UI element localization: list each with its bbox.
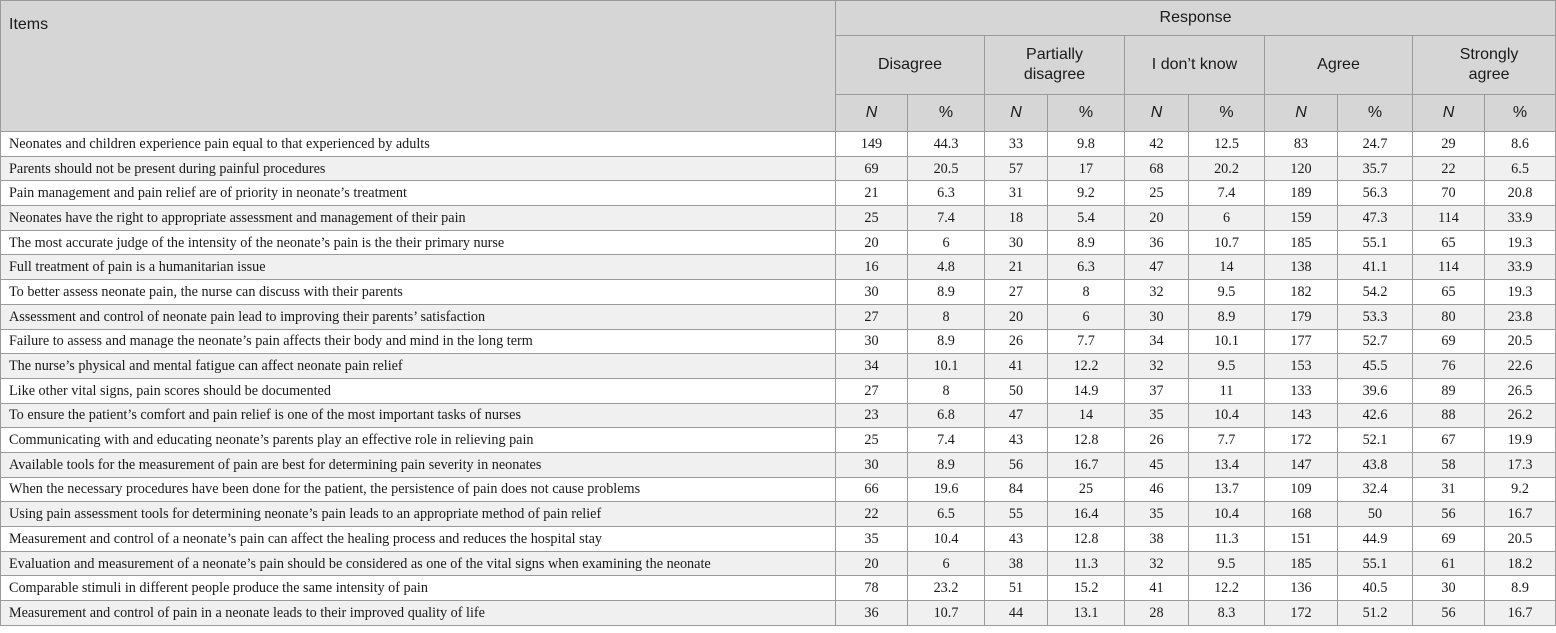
- percent-cell: 10.7: [908, 601, 985, 626]
- count-cell: 20: [836, 551, 908, 576]
- percent-cell: 25: [1048, 477, 1125, 502]
- count-cell: 41: [1125, 576, 1189, 601]
- percent-cell: 8.9: [908, 329, 985, 354]
- count-cell: 143: [1265, 403, 1338, 428]
- count-cell: 65: [1413, 230, 1485, 255]
- percent-cell: 8: [1048, 280, 1125, 305]
- n-header: N: [1413, 95, 1485, 132]
- count-cell: 25: [836, 428, 908, 453]
- percent-cell: 20.5: [1485, 527, 1556, 552]
- group-header-disagree: Disagree: [836, 36, 985, 95]
- count-cell: 68: [1125, 156, 1189, 181]
- count-cell: 149: [836, 132, 908, 157]
- count-cell: 51: [985, 576, 1048, 601]
- count-cell: 32: [1125, 280, 1189, 305]
- percent-cell: 6: [1189, 206, 1265, 231]
- percent-cell: 52.1: [1338, 428, 1413, 453]
- count-cell: 34: [836, 354, 908, 379]
- table-row: [1, 502, 1556, 527]
- count-cell: 61: [1413, 551, 1485, 576]
- count-cell: 47: [1125, 255, 1189, 280]
- percent-cell: 33.9: [1485, 255, 1556, 280]
- percent-cell: 17.3: [1485, 452, 1556, 477]
- table-row: [1, 329, 1556, 354]
- count-cell: 33: [985, 132, 1048, 157]
- item-cell: Full treatment of pain is a humanitarian issue: [1, 255, 836, 280]
- percent-cell: 16.4: [1048, 502, 1125, 527]
- table-body: [1, 132, 1556, 626]
- percent-cell: 4.8: [908, 255, 985, 280]
- percent-cell: 5.4: [1048, 206, 1125, 231]
- item-cell: Failure to assess and manage the neonate’s pain affects their body and mind in the long term: [1, 329, 836, 354]
- count-cell: 182: [1265, 280, 1338, 305]
- percent-cell: 20.2: [1189, 156, 1265, 181]
- count-cell: 35: [1125, 403, 1189, 428]
- percent-cell: 9.5: [1189, 551, 1265, 576]
- percent-cell: 6.5: [1485, 156, 1556, 181]
- percent-cell: 45.5: [1338, 354, 1413, 379]
- percent-cell: 16.7: [1485, 502, 1556, 527]
- percent-cell: 9.5: [1189, 280, 1265, 305]
- count-cell: 69: [836, 156, 908, 181]
- count-cell: 28: [1125, 601, 1189, 626]
- percent-cell: 19.9: [1485, 428, 1556, 453]
- percent-cell: 22.6: [1485, 354, 1556, 379]
- item-cell: Neonates have the right to appropriate assessment and management of their pain: [1, 206, 836, 231]
- count-cell: 21: [836, 181, 908, 206]
- item-cell: Pain management and pain relief are of priority in neonate’s treatment: [1, 181, 836, 206]
- percent-cell: 11.3: [1189, 527, 1265, 552]
- count-cell: 30: [836, 280, 908, 305]
- count-cell: 57: [985, 156, 1048, 181]
- table-row: [1, 230, 1556, 255]
- pct-header: %: [908, 95, 985, 132]
- percent-cell: 7.7: [1189, 428, 1265, 453]
- count-cell: 65: [1413, 280, 1485, 305]
- percent-cell: 8: [908, 378, 985, 403]
- item-cell: When the necessary procedures have been done for the patient, the persistence of pain does not cause problems: [1, 477, 836, 502]
- count-cell: 20: [836, 230, 908, 255]
- count-cell: 114: [1413, 206, 1485, 231]
- item-cell: Communicating with and educating neonate’s parents play an effective role in relieving pain: [1, 428, 836, 453]
- table-row: [1, 378, 1556, 403]
- item-cell: Assessment and control of neonate pain lead to improving their parents’ satisfaction: [1, 304, 836, 329]
- count-cell: 34: [1125, 329, 1189, 354]
- count-cell: 20: [1125, 206, 1189, 231]
- n-header: N: [985, 95, 1048, 132]
- percent-cell: 11: [1189, 378, 1265, 403]
- count-cell: 26: [1125, 428, 1189, 453]
- percent-cell: 14.9: [1048, 378, 1125, 403]
- items-header: Items: [1, 1, 836, 132]
- table-row: [1, 428, 1556, 453]
- percent-cell: 20.8: [1485, 181, 1556, 206]
- percent-cell: 6.3: [1048, 255, 1125, 280]
- table-row: [1, 304, 1556, 329]
- table-row: [1, 206, 1556, 231]
- percent-cell: 7.4: [1189, 181, 1265, 206]
- percent-cell: 8.9: [908, 280, 985, 305]
- table-row: [1, 551, 1556, 576]
- table-row: [1, 132, 1556, 157]
- percent-cell: 9.2: [1485, 477, 1556, 502]
- count-cell: 151: [1265, 527, 1338, 552]
- count-cell: 29: [1413, 132, 1485, 157]
- pct-header: %: [1485, 95, 1556, 132]
- percent-cell: 7.4: [908, 428, 985, 453]
- n-header: N: [836, 95, 908, 132]
- percent-cell: 42.6: [1338, 403, 1413, 428]
- count-cell: 55: [985, 502, 1048, 527]
- count-cell: 31: [985, 181, 1048, 206]
- table-row: [1, 354, 1556, 379]
- count-cell: 70: [1413, 181, 1485, 206]
- count-cell: 56: [985, 452, 1048, 477]
- count-cell: 47: [985, 403, 1048, 428]
- percent-cell: 6.8: [908, 403, 985, 428]
- percent-cell: 13.7: [1189, 477, 1265, 502]
- n-header: N: [1265, 95, 1338, 132]
- count-cell: 43: [985, 428, 1048, 453]
- percent-cell: 19.6: [908, 477, 985, 502]
- item-cell: The most accurate judge of the intensity of the neonate’s pain is the their primary nurse: [1, 230, 836, 255]
- percent-cell: 6.5: [908, 502, 985, 527]
- item-cell: Measurement and control of pain in a neonate leads to their improved quality of life: [1, 601, 836, 626]
- count-cell: 189: [1265, 181, 1338, 206]
- count-cell: 30: [1413, 576, 1485, 601]
- count-cell: 89: [1413, 378, 1485, 403]
- count-cell: 50: [985, 378, 1048, 403]
- count-cell: 30: [1125, 304, 1189, 329]
- percent-cell: 24.7: [1338, 132, 1413, 157]
- count-cell: 66: [836, 477, 908, 502]
- percent-cell: 12.5: [1189, 132, 1265, 157]
- count-cell: 27: [836, 304, 908, 329]
- item-cell: Available tools for the measurement of pain are best for determining pain severity in neonates: [1, 452, 836, 477]
- count-cell: 42: [1125, 132, 1189, 157]
- table-row: [1, 527, 1556, 552]
- count-cell: 27: [836, 378, 908, 403]
- percent-cell: 10.7: [1189, 230, 1265, 255]
- pct-header: %: [1048, 95, 1125, 132]
- percent-cell: 55.1: [1338, 551, 1413, 576]
- item-cell: Measurement and control of a neonate’s pain can affect the healing process and reduces the hospital stay: [1, 527, 836, 552]
- count-cell: 153: [1265, 354, 1338, 379]
- pct-header: %: [1338, 95, 1413, 132]
- table-row: [1, 452, 1556, 477]
- percent-cell: 43.8: [1338, 452, 1413, 477]
- percent-cell: 23.8: [1485, 304, 1556, 329]
- count-cell: 45: [1125, 452, 1189, 477]
- percent-cell: 13.1: [1048, 601, 1125, 626]
- table-row: [1, 181, 1556, 206]
- percent-cell: 51.2: [1338, 601, 1413, 626]
- count-cell: 109: [1265, 477, 1338, 502]
- count-cell: 43: [985, 527, 1048, 552]
- percent-cell: 50: [1338, 502, 1413, 527]
- count-cell: 56: [1413, 502, 1485, 527]
- percent-cell: 44.3: [908, 132, 985, 157]
- count-cell: 56: [1413, 601, 1485, 626]
- percent-cell: 53.3: [1338, 304, 1413, 329]
- count-cell: 38: [985, 551, 1048, 576]
- percent-cell: 8.9: [908, 452, 985, 477]
- count-cell: 31: [1413, 477, 1485, 502]
- percent-cell: 35.7: [1338, 156, 1413, 181]
- count-cell: 76: [1413, 354, 1485, 379]
- item-cell: Evaluation and measurement of a neonate’s pain should be considered as one of the vital signs when examining the neonate: [1, 551, 836, 576]
- percent-cell: 26.2: [1485, 403, 1556, 428]
- count-cell: 30: [985, 230, 1048, 255]
- table-row: [1, 255, 1556, 280]
- percent-cell: 8.6: [1485, 132, 1556, 157]
- percent-cell: 16.7: [1048, 452, 1125, 477]
- count-cell: 138: [1265, 255, 1338, 280]
- percent-cell: 9.5: [1189, 354, 1265, 379]
- count-cell: 21: [985, 255, 1048, 280]
- count-cell: 69: [1413, 527, 1485, 552]
- count-cell: 133: [1265, 378, 1338, 403]
- percent-cell: 8.9: [1048, 230, 1125, 255]
- group-header-agree: Agree: [1265, 36, 1413, 95]
- item-cell: Neonates and children experience pain equal to that experienced by adults: [1, 132, 836, 157]
- percent-cell: 32.4: [1338, 477, 1413, 502]
- count-cell: 32: [1125, 354, 1189, 379]
- table-row: [1, 403, 1556, 428]
- count-cell: 16: [836, 255, 908, 280]
- count-cell: 69: [1413, 329, 1485, 354]
- count-cell: 20: [985, 304, 1048, 329]
- percent-cell: 52.7: [1338, 329, 1413, 354]
- table-row: [1, 601, 1556, 626]
- item-cell: To better assess neonate pain, the nurse can discuss with their parents: [1, 280, 836, 305]
- table-header: [1, 1, 1556, 132]
- count-cell: 18: [985, 206, 1048, 231]
- table-row: [1, 156, 1556, 181]
- percent-cell: 54.2: [1338, 280, 1413, 305]
- percent-cell: 18.2: [1485, 551, 1556, 576]
- item-cell: To ensure the patient’s comfort and pain relief is one of the most important tasks of nurses: [1, 403, 836, 428]
- count-cell: 35: [1125, 502, 1189, 527]
- percent-cell: 33.9: [1485, 206, 1556, 231]
- percent-cell: 12.8: [1048, 527, 1125, 552]
- count-cell: 41: [985, 354, 1048, 379]
- item-cell: Like other vital signs, pain scores should be documented: [1, 378, 836, 403]
- count-cell: 83: [1265, 132, 1338, 157]
- count-cell: 185: [1265, 551, 1338, 576]
- percent-cell: 10.4: [1189, 403, 1265, 428]
- percent-cell: 12.8: [1048, 428, 1125, 453]
- response-header: Response: [836, 1, 1556, 36]
- percent-cell: 8: [908, 304, 985, 329]
- percent-cell: 10.1: [1189, 329, 1265, 354]
- count-cell: 120: [1265, 156, 1338, 181]
- table-row: [1, 280, 1556, 305]
- count-cell: 172: [1265, 601, 1338, 626]
- count-cell: 44: [985, 601, 1048, 626]
- count-cell: 23: [836, 403, 908, 428]
- item-cell: The nurse’s physical and mental fatigue can affect neonate pain relief: [1, 354, 836, 379]
- count-cell: 177: [1265, 329, 1338, 354]
- group-header-partially-disagree: Partially disagree: [985, 36, 1125, 95]
- percent-cell: 6.3: [908, 181, 985, 206]
- percent-cell: 11.3: [1048, 551, 1125, 576]
- percent-cell: 44.9: [1338, 527, 1413, 552]
- count-cell: 147: [1265, 452, 1338, 477]
- percent-cell: 6: [908, 230, 985, 255]
- group-header-dont-know: I don’t know: [1125, 36, 1265, 95]
- percent-cell: 12.2: [1189, 576, 1265, 601]
- count-cell: 172: [1265, 428, 1338, 453]
- pct-header: %: [1189, 95, 1265, 132]
- count-cell: 136: [1265, 576, 1338, 601]
- count-cell: 27: [985, 280, 1048, 305]
- percent-cell: 14: [1048, 403, 1125, 428]
- count-cell: 25: [1125, 181, 1189, 206]
- percent-cell: 6: [908, 551, 985, 576]
- count-cell: 84: [985, 477, 1048, 502]
- count-cell: 38: [1125, 527, 1189, 552]
- count-cell: 185: [1265, 230, 1338, 255]
- percent-cell: 9.2: [1048, 181, 1125, 206]
- count-cell: 58: [1413, 452, 1485, 477]
- percent-cell: 10.4: [1189, 502, 1265, 527]
- percent-cell: 17: [1048, 156, 1125, 181]
- count-cell: 30: [836, 329, 908, 354]
- percent-cell: 26.5: [1485, 378, 1556, 403]
- percent-cell: 7.4: [908, 206, 985, 231]
- percent-cell: 14: [1189, 255, 1265, 280]
- percent-cell: 47.3: [1338, 206, 1413, 231]
- count-cell: 88: [1413, 403, 1485, 428]
- count-cell: 36: [1125, 230, 1189, 255]
- percent-cell: 56.3: [1338, 181, 1413, 206]
- percent-cell: 41.1: [1338, 255, 1413, 280]
- count-cell: 26: [985, 329, 1048, 354]
- percent-cell: 15.2: [1048, 576, 1125, 601]
- percent-cell: 6: [1048, 304, 1125, 329]
- count-cell: 80: [1413, 304, 1485, 329]
- count-cell: 168: [1265, 502, 1338, 527]
- count-cell: 32: [1125, 551, 1189, 576]
- count-cell: 36: [836, 601, 908, 626]
- count-cell: 114: [1413, 255, 1485, 280]
- percent-cell: 10.4: [908, 527, 985, 552]
- table-row: [1, 576, 1556, 601]
- table-row: [1, 477, 1556, 502]
- item-cell: Parents should not be present during painful procedures: [1, 156, 836, 181]
- percent-cell: 8.9: [1485, 576, 1556, 601]
- count-cell: 22: [836, 502, 908, 527]
- count-cell: 35: [836, 527, 908, 552]
- percent-cell: 13.4: [1189, 452, 1265, 477]
- count-cell: 37: [1125, 378, 1189, 403]
- percent-cell: 23.2: [908, 576, 985, 601]
- count-cell: 159: [1265, 206, 1338, 231]
- percent-cell: 19.3: [1485, 230, 1556, 255]
- count-cell: 78: [836, 576, 908, 601]
- percent-cell: 39.6: [1338, 378, 1413, 403]
- count-cell: 46: [1125, 477, 1189, 502]
- n-header: N: [1125, 95, 1189, 132]
- percent-cell: 8.9: [1189, 304, 1265, 329]
- count-cell: 179: [1265, 304, 1338, 329]
- item-cell: Using pain assessment tools for determining neonate’s pain leads to an appropriate method of pain relief: [1, 502, 836, 527]
- percent-cell: 9.8: [1048, 132, 1125, 157]
- percent-cell: 40.5: [1338, 576, 1413, 601]
- percent-cell: 20.5: [1485, 329, 1556, 354]
- percent-cell: 16.7: [1485, 601, 1556, 626]
- percent-cell: 7.7: [1048, 329, 1125, 354]
- percent-cell: 8.3: [1189, 601, 1265, 626]
- percent-cell: 12.2: [1048, 354, 1125, 379]
- percent-cell: 20.5: [908, 156, 985, 181]
- count-cell: 22: [1413, 156, 1485, 181]
- percent-cell: 55.1: [1338, 230, 1413, 255]
- group-header-strongly-agree: Strongly agree: [1413, 36, 1556, 95]
- percent-cell: 19.3: [1485, 280, 1556, 305]
- count-cell: 25: [836, 206, 908, 231]
- item-cell: Comparable stimuli in different people produce the same intensity of pain: [1, 576, 836, 601]
- count-cell: 30: [836, 452, 908, 477]
- count-cell: 67: [1413, 428, 1485, 453]
- percent-cell: 10.1: [908, 354, 985, 379]
